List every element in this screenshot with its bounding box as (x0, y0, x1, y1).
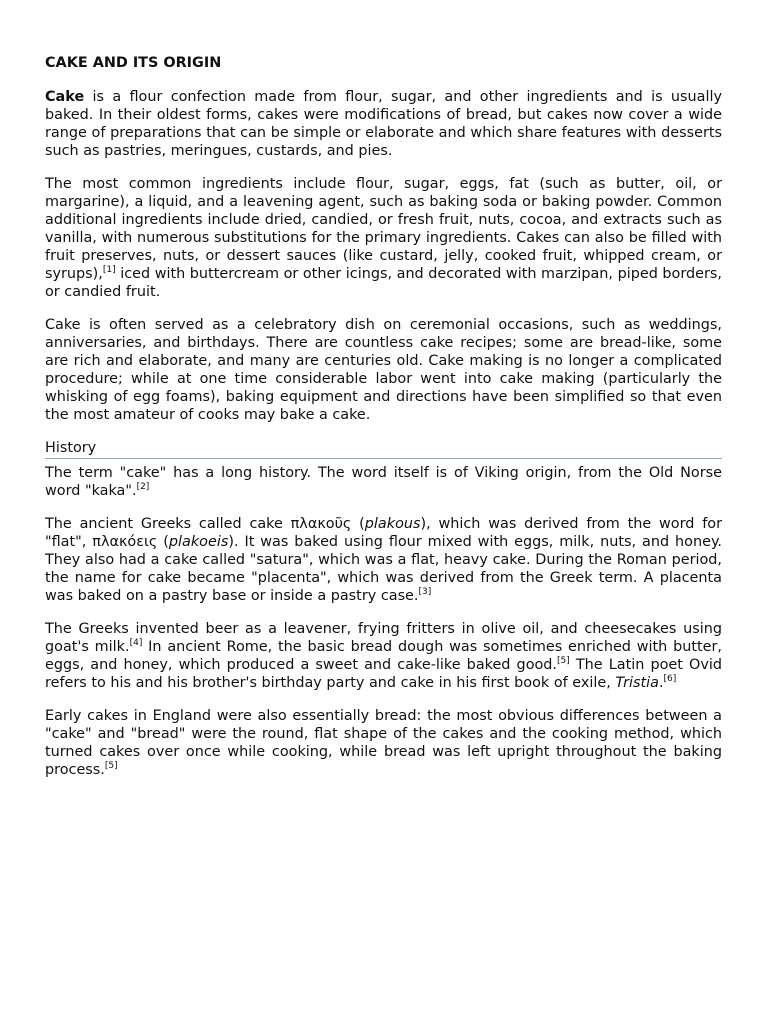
history-paragraph-4-text: Early cakes in England were also essentially bread: the most obvious differences between a "cake" and "bread" were the round, flat shape of the cakes and the cooking method, which turned cakes over once while cooking, while bread was left upright throughout the baking process. (45, 708, 722, 778)
citation-ref[interactable]: [1] (102, 265, 116, 275)
book-title-tristia: Tristia (615, 675, 659, 691)
history-paragraph-3-text-b: In ancient Rome, the basic bread dough was sometimes enriched with butter, eggs, and honey, which produced a sweet and cake-like baked good. (45, 639, 722, 673)
citation-ref[interactable]: [5] (104, 761, 118, 771)
intro-paragraph-2-text-a: The most common ingredients include flour, sugar, eggs, fat (such as butter, oil, or margarine), a liquid, and a leavening agent, such as baking soda or baking powder. Common additional ingredients include dried, candied, or fresh fruit, nuts, cocoa, and extracts such as vanilla, with numerous substitutions for the primary ingredients. Cakes can also be filled with fruit preserves, nuts, or dessert sauces (like custard, jelly, cooked fruit, whipped cream, or syrups), (45, 176, 722, 282)
history-paragraph-3-text-a: The Greeks invented beer as a leavener, frying fritters in olive oil, and cheesecakes using goat's milk. (45, 621, 722, 655)
history-paragraph-2-text-a: The ancient Greeks called cake πλακοῦς ( (45, 516, 365, 532)
greek-term-plakoeis: plakoeis (168, 534, 229, 550)
intro-paragraph-2-text-b: iced with buttercream or other icings, and decorated with marzipan, piped borders, or candied fruit. (45, 266, 722, 300)
citation-ref[interactable]: [3] (418, 587, 432, 597)
history-heading: History (45, 439, 722, 459)
intro-paragraph-3: Cake is often served as a celebratory dish on ceremonial occasions, such as weddings, anniversaries, and birthdays. There are countless cake recipes; some are bread-like, some are rich and elaborate, and many are centuries old. Cake making is no longer a complicated procedure; while at one time considerable labor went into cake making (particularly the whisking of egg foams), baking equipment and directions have been simplified so that even the most amateur of cooks may bake a cake. (45, 317, 722, 423)
citation-ref[interactable]: [4] (129, 638, 143, 648)
history-paragraph-1-text: The term "cake" has a long history. The word itself is of Viking origin, from the Old Norse word "kaka". (45, 465, 722, 499)
history-paragraph-2-text-c: ). It was baked using flour mixed with eggs, milk, nuts, and honey. They also had a cake called "satura", which was a flat, heavy cake. During the Roman period, the name for cake became "placenta", which was derived from the Greek term. A placenta was baked on a pastry base or inside a pastry case. (45, 534, 722, 604)
intro-paragraph-1-text: is a flour confection made from flour, sugar, and other ingredients and is usually baked. In their oldest forms, cakes were modifications of bread, but cakes now cover a wide range of preparations that can be simple or elaborate and which share features with desserts such as pastries, meringues, custards, and pies. (45, 89, 722, 159)
history-paragraph-2-text-b: ), which was derived from the word for "flat", πλακόεις ( (45, 516, 722, 550)
greek-term-plakous: plakous (364, 516, 421, 532)
citation-ref[interactable]: [2] (136, 482, 150, 492)
history-paragraph-3-text-c: The Latin poet Ovid refers to his and his brother's birthday party and cake in his first book of exile, (45, 657, 722, 691)
history-paragraph-3-text-d: . (658, 675, 664, 691)
citation-ref[interactable]: [6] (663, 674, 677, 684)
history-paragraph-2 (45, 515, 722, 605)
citation-ref[interactable]: [5] (557, 656, 570, 666)
document-title: CAKE AND ITS ORIGIN (45, 55, 222, 71)
intro-paragraph-2 (45, 175, 722, 301)
intro-paragraph-1 (45, 88, 722, 160)
history-paragraph-3 (45, 620, 722, 692)
lead-word: Cake (45, 89, 85, 105)
history-paragraph-4 (45, 707, 722, 779)
history-paragraph-1 (45, 464, 722, 500)
